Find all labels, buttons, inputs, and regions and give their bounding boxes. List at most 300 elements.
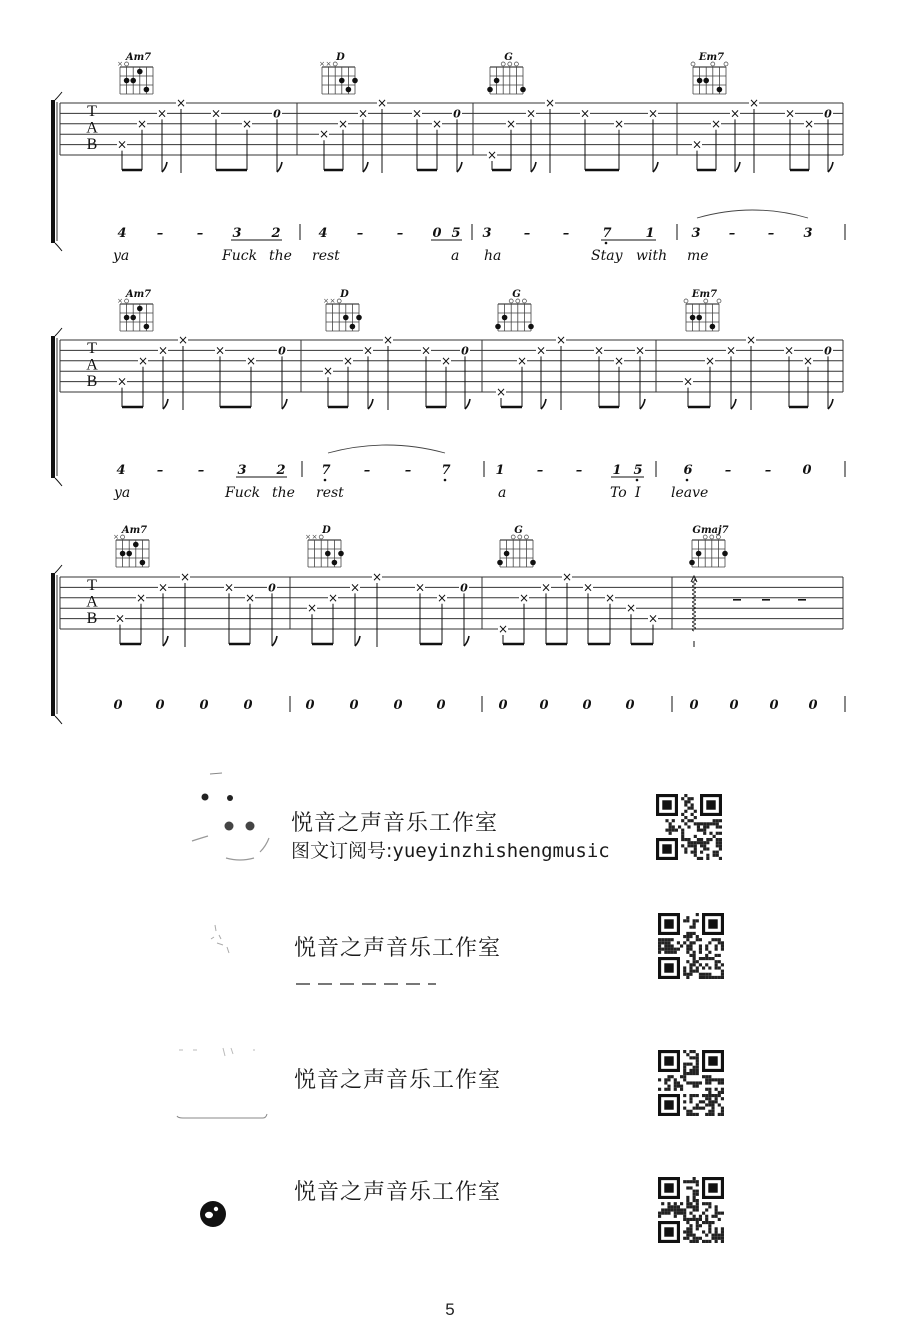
bracket-hook-top	[55, 565, 62, 573]
octave-dot-below	[686, 479, 689, 482]
lyric-word: To	[610, 485, 627, 501]
tab-note-x: ×	[748, 96, 760, 110]
muted-string-marker: ×	[329, 297, 336, 305]
tab-note-x: ×	[634, 343, 646, 358]
chord-name: Am7	[125, 52, 152, 63]
sustain-dash: –	[523, 226, 531, 241]
tab-note-x: ×	[604, 590, 616, 605]
tab-note-x: ×	[582, 580, 594, 595]
tab-note-x: ×	[137, 353, 149, 368]
tab-note-x: ×	[157, 343, 169, 358]
system-bracket	[51, 336, 55, 478]
tab-fret-number: 0	[268, 581, 276, 595]
chord-diagram-gmaj7	[689, 525, 728, 567]
tab-note-x: ×	[486, 148, 498, 162]
tab-note-x: ×	[436, 590, 448, 605]
sustain-dash: –	[363, 463, 371, 478]
eighth-flag	[272, 636, 277, 646]
brand-title: 悦音之声音乐工作室	[294, 936, 502, 961]
jianpu-note: 4	[117, 226, 127, 241]
eighth-flag	[653, 162, 658, 172]
tab-note-x: ×	[175, 96, 187, 110]
jianpu-note: 0	[199, 698, 209, 713]
jianpu-note: 7	[602, 226, 612, 241]
finger-dot	[120, 551, 126, 557]
tie-arc	[697, 210, 808, 218]
eighth-flag	[368, 399, 373, 409]
tab-note-x: ×	[625, 601, 637, 616]
eighth-flag	[465, 399, 470, 409]
tab-note-x: ×	[223, 580, 235, 595]
tab-note-x: ×	[525, 106, 537, 121]
tab-note-x: ×	[802, 353, 814, 368]
jianpu-note: 3	[482, 226, 492, 241]
finger-dot	[530, 560, 536, 566]
numbered-notation-row	[116, 445, 845, 481]
chord-name: D	[336, 52, 345, 63]
tab-note-x: ×	[382, 333, 394, 347]
faint-frame-icon	[175, 1042, 270, 1122]
chord-diagram-am7	[117, 52, 153, 94]
finger-dot	[722, 551, 728, 557]
tab-note-x: ×	[244, 590, 256, 605]
jianpu-note: 4	[318, 226, 328, 241]
tab-note-x: ×	[497, 622, 509, 636]
tab-note-x: ×	[579, 106, 591, 121]
tab-note-x: ×	[241, 116, 253, 131]
eighth-flag	[541, 399, 546, 409]
jianpu-note: 0	[689, 698, 699, 713]
open-string-marker	[522, 299, 526, 303]
jianpu-note: 5	[633, 463, 643, 478]
finger-dot	[332, 560, 338, 566]
octave-dot-below	[605, 242, 608, 245]
finger-dot	[497, 560, 503, 566]
jianpu-note: 0	[432, 226, 442, 241]
tab-note-x: ×	[729, 106, 741, 121]
muted-string-marker: ×	[325, 60, 332, 68]
tab-note-x: ×	[710, 116, 722, 131]
brand-block-1	[0, 770, 900, 880]
tab-note-x: ×	[647, 106, 659, 121]
tab-note-x: ×	[156, 106, 168, 121]
eighth-flag	[457, 162, 462, 172]
jianpu-note: 0	[436, 698, 446, 713]
tab-note-x: ×	[613, 353, 625, 368]
jianpu-note: 6	[683, 463, 693, 478]
tab-clef-letter: T	[87, 577, 97, 594]
jianpu-note: 0	[349, 698, 359, 713]
eighth-flag	[277, 162, 282, 172]
finger-dot	[140, 560, 146, 566]
tab-note-x: ×	[647, 611, 659, 626]
finger-dot	[504, 551, 510, 557]
finger-dot	[130, 315, 136, 321]
eighth-flag	[163, 399, 168, 409]
tab-note-x: ×	[116, 374, 128, 389]
tab-note-x: ×	[327, 590, 339, 605]
jianpu-note: 0	[802, 463, 812, 478]
jianpu-note: 0	[305, 698, 315, 713]
lyric-word: Fuck	[222, 248, 258, 264]
chord-diagram-am7	[113, 525, 149, 567]
tab-note-x: ×	[593, 343, 605, 358]
tab-fret-number: 0	[453, 107, 461, 121]
tab-note-x: ×	[114, 611, 126, 626]
tab-clef-letter: A	[86, 119, 98, 137]
open-string-marker	[514, 62, 518, 66]
jianpu-note: 3	[232, 226, 242, 241]
finger-dot	[339, 78, 345, 84]
open-string-marker	[509, 299, 513, 303]
tab-note-x: ×	[376, 96, 388, 110]
cropped-text-remnant	[296, 983, 436, 985]
jianpu-note: 1	[612, 463, 622, 478]
tab-note-x: ×	[704, 353, 716, 368]
chord-name: G	[514, 525, 523, 536]
tab-fret-number: 0	[824, 344, 832, 358]
chord-name: D	[322, 525, 331, 536]
qr-code-icon[interactable]	[658, 913, 724, 979]
tab-note-x: ×	[535, 343, 547, 358]
tab-note-x: ×	[318, 127, 330, 142]
sketch-icon	[205, 917, 245, 957]
tab-note-x: ×	[745, 333, 757, 347]
chord-diagram-g	[495, 289, 534, 331]
qr-code-icon[interactable]	[658, 1050, 724, 1116]
tab-note-x: ×	[371, 570, 383, 584]
finger-dot	[696, 551, 702, 557]
finger-dot	[144, 87, 150, 93]
sustain-dash: –	[356, 226, 364, 241]
black-circle-icon	[198, 1199, 228, 1229]
sustain-dash: –	[197, 463, 205, 478]
smiley-icon	[178, 770, 278, 870]
arpeggio-wavy-line	[693, 579, 696, 631]
finger-dot	[130, 78, 136, 84]
lyric-word: me	[687, 248, 709, 264]
bracket-hook-top	[55, 92, 62, 100]
eighth-flag	[731, 399, 736, 409]
numbered-notation-row	[117, 210, 845, 244]
system-bracket	[51, 100, 55, 243]
tab-note-x: ×	[783, 343, 795, 358]
tie-arc	[328, 445, 445, 453]
finger-dot	[144, 324, 150, 330]
eighth-flag	[355, 636, 360, 646]
eighth-flag	[640, 399, 645, 409]
open-string-marker	[717, 299, 721, 303]
tab-clef-letter: T	[87, 340, 97, 357]
lyrics-row	[112, 248, 709, 264]
lyric-word: ya	[114, 485, 131, 501]
sustain-dash: –	[196, 226, 204, 241]
muted-string-marker: ×	[117, 60, 123, 68]
tab-clef-letter: A	[86, 356, 98, 374]
eighth-flag	[464, 636, 469, 646]
sustain-dash: –	[562, 226, 570, 241]
tab-note-x: ×	[495, 385, 507, 399]
chord-diagram-g	[497, 525, 536, 567]
tab-note-x: ×	[362, 343, 374, 358]
jianpu-note: 5	[451, 226, 461, 241]
muted-string-marker: ×	[311, 533, 318, 541]
muted-string-marker: ×	[113, 533, 119, 541]
tab-system-2	[51, 289, 845, 501]
jianpu-note: 0	[155, 698, 165, 713]
muted-string-marker: ×	[117, 297, 123, 305]
chord-diagram-em7	[684, 289, 721, 331]
bracket-hook-bottom	[55, 243, 62, 251]
finger-dot	[126, 551, 132, 557]
finger-dot	[696, 315, 702, 321]
jianpu-note: 7	[321, 463, 331, 478]
tab-clef-letter: B	[86, 373, 98, 390]
tab-note-x: ×	[420, 343, 432, 358]
brand-block-4	[0, 1165, 900, 1255]
tab-fret-number: 0	[460, 581, 468, 595]
jianpu-note: 0	[539, 698, 549, 713]
sustain-dash: –	[156, 463, 164, 478]
eighth-flag	[828, 162, 833, 172]
finger-dot	[350, 324, 356, 330]
qr-code-icon[interactable]	[656, 794, 722, 860]
tab-note-x: ×	[803, 116, 815, 131]
lyric-word: rest	[316, 485, 344, 501]
tab-note-x: ×	[136, 116, 148, 131]
tab-clef-letter: T	[87, 103, 97, 120]
bracket-hook-top	[55, 328, 62, 336]
subscription-id	[291, 836, 610, 863]
brand-block-2	[0, 905, 900, 995]
tab-note-x: ×	[414, 580, 426, 595]
chord-diagram-d	[319, 52, 358, 94]
tab-fret-number: 0	[824, 107, 832, 121]
chord-diagram-em7	[691, 52, 728, 94]
sustain-dash: –	[404, 463, 412, 478]
tab-note-x: ×	[357, 106, 369, 121]
jianpu-note: 0	[393, 698, 403, 713]
open-string-marker	[501, 62, 505, 66]
tab-note-x: ×	[157, 580, 169, 595]
lyric-word: a	[498, 485, 507, 501]
tab-note-x: ×	[516, 353, 528, 368]
open-string-marker	[511, 535, 515, 539]
subscription-value: yueyinzhishengmusic	[392, 840, 610, 862]
jianpu-note: 3	[803, 226, 813, 241]
chord-name: Em7	[698, 52, 725, 63]
tab-clef-letter: B	[86, 610, 98, 627]
eighth-flag	[828, 399, 833, 409]
chord-diagram-d	[323, 289, 362, 331]
tab-note-x: ×	[306, 601, 318, 616]
jianpu-note: 2	[276, 463, 286, 478]
finger-dot	[124, 315, 130, 321]
tab-note-x: ×	[349, 580, 361, 595]
jianpu-note: 0	[498, 698, 508, 713]
lyric-word: leave	[671, 485, 709, 501]
jianpu-note: 2	[271, 226, 281, 241]
lyric-word: with	[636, 248, 668, 264]
finger-dot	[528, 324, 534, 330]
tab-clef-letter: B	[86, 136, 98, 153]
tab-note-x: ×	[691, 137, 703, 152]
tab-clef-letter: A	[86, 593, 98, 611]
tab-note-x: ×	[561, 570, 573, 584]
sustain-dash: –	[764, 463, 772, 478]
chord-name: G	[504, 52, 513, 63]
tab-fret-number: 0	[273, 107, 281, 121]
sustain-dash: –	[536, 463, 544, 478]
muted-string-marker: ×	[305, 533, 311, 541]
chord-name: Am7	[121, 525, 148, 536]
lyric-word: rest	[312, 248, 340, 264]
tab-note-x: ×	[210, 106, 222, 121]
finger-dot	[717, 87, 723, 93]
chord-diagram-d	[305, 525, 344, 567]
finger-dot	[487, 87, 493, 93]
octave-dot-below	[636, 479, 639, 482]
finger-dot	[710, 324, 716, 330]
sustain-dash: –	[724, 463, 732, 478]
tab-note-x: ×	[342, 353, 354, 368]
octave-dot-below	[324, 479, 327, 482]
lyric-word: Fuck	[225, 485, 261, 501]
tab-note-x: ×	[322, 364, 334, 379]
brand-title: 悦音之声音乐工作室	[291, 811, 499, 836]
sustain-dash: –	[728, 226, 736, 241]
muted-string-marker: ×	[323, 297, 329, 305]
chord-diagram-g	[487, 52, 526, 94]
bracket-hook-bottom	[55, 478, 62, 486]
tab-system-3	[51, 525, 845, 724]
lyric-word: ya	[113, 248, 130, 264]
finger-dot	[124, 78, 130, 84]
finger-dot	[520, 87, 526, 93]
finger-dot	[352, 78, 358, 84]
chord-name: Gmaj7	[692, 525, 729, 536]
tab-system-1	[51, 52, 845, 264]
tab-note-x: ×	[518, 590, 530, 605]
brand-title: 悦音之声音乐工作室	[294, 1068, 502, 1093]
jianpu-note: 1	[495, 463, 505, 478]
tab-note-x: ×	[544, 96, 556, 110]
tab-note-x: ×	[245, 353, 257, 368]
eighth-flag	[363, 162, 368, 172]
finger-dot	[133, 542, 139, 548]
brand-block-3	[0, 1040, 900, 1130]
lyrics-row	[113, 485, 708, 501]
open-string-marker	[691, 62, 695, 66]
finger-dot	[346, 87, 352, 93]
lyric-word: the	[272, 485, 295, 501]
jianpu-note: 1	[645, 226, 655, 241]
chord-name: Em7	[691, 289, 718, 300]
tab-fret-number: 0	[278, 344, 286, 358]
tab-note-x: ×	[179, 570, 191, 584]
lyric-word: ha	[484, 248, 502, 264]
open-string-marker	[724, 62, 728, 66]
finger-dot	[325, 551, 331, 557]
qr-code-icon[interactable]	[658, 1177, 724, 1243]
finger-dot	[495, 324, 501, 330]
finger-dot	[137, 69, 143, 75]
finger-dot	[703, 78, 709, 84]
jianpu-note: 0	[625, 698, 635, 713]
lyric-word: a	[451, 248, 460, 264]
jianpu-note: 3	[237, 463, 247, 478]
eighth-flag	[531, 162, 536, 172]
system-bracket	[51, 573, 55, 716]
tab-note-x: ×	[784, 106, 796, 121]
tab-note-x: ×	[440, 353, 452, 368]
tab-fret-number: 0	[461, 344, 469, 358]
finger-dot	[338, 551, 344, 557]
chord-diagram-am7	[117, 289, 153, 331]
sustain-dash: –	[156, 226, 164, 241]
tab-note-x: ×	[135, 590, 147, 605]
sustain-dash: –	[767, 226, 775, 241]
tab-note-x: ×	[116, 137, 128, 152]
muted-string-marker: ×	[319, 60, 325, 68]
open-string-marker	[524, 535, 528, 539]
chord-name: G	[512, 289, 521, 300]
lyric-word: I	[635, 485, 641, 501]
octave-dot-below	[444, 479, 447, 482]
sustain-dash: –	[575, 463, 583, 478]
jianpu-note: 7	[441, 463, 451, 478]
finger-dot	[502, 315, 508, 321]
finger-dot	[137, 306, 143, 312]
sustain-dash: –	[396, 226, 404, 241]
eighth-flag	[282, 399, 287, 409]
finger-dot	[689, 560, 695, 566]
finger-dot	[356, 315, 362, 321]
tab-note-x: ×	[613, 116, 625, 131]
jianpu-note: 0	[243, 698, 253, 713]
brand-title: 悦音之声音乐工作室	[294, 1180, 502, 1205]
jianpu-note: 3	[691, 226, 701, 241]
jianpu-note: 0	[769, 698, 779, 713]
lyric-word: Stay	[591, 248, 623, 264]
finger-dot	[690, 315, 696, 321]
lyric-word: the	[269, 248, 292, 264]
tab-note-x: ×	[431, 116, 443, 131]
tab-note-x: ×	[337, 116, 349, 131]
chord-name: Am7	[125, 289, 152, 300]
numbered-notation-row	[113, 696, 845, 713]
jianpu-note: 0	[808, 698, 818, 713]
tab-note-x: ×	[214, 343, 226, 358]
tab-note-x: ×	[411, 106, 423, 121]
jianpu-note: 4	[116, 463, 126, 478]
open-string-marker	[684, 299, 688, 303]
tab-note-x: ×	[540, 580, 552, 595]
tab-note-x: ×	[177, 333, 189, 347]
jianpu-note: 0	[582, 698, 592, 713]
eighth-flag	[735, 162, 740, 172]
jianpu-note: 0	[729, 698, 739, 713]
subscription-label: 图文订阅号:	[291, 840, 393, 862]
tab-note-x: ×	[505, 116, 517, 131]
jianpu-note: 0	[113, 698, 123, 713]
tab-note-x: ×	[555, 333, 567, 347]
finger-dot	[494, 78, 500, 84]
bracket-hook-bottom	[55, 716, 62, 724]
chord-name: D	[340, 289, 349, 300]
eighth-flag	[162, 162, 167, 172]
eighth-flag	[163, 636, 168, 646]
